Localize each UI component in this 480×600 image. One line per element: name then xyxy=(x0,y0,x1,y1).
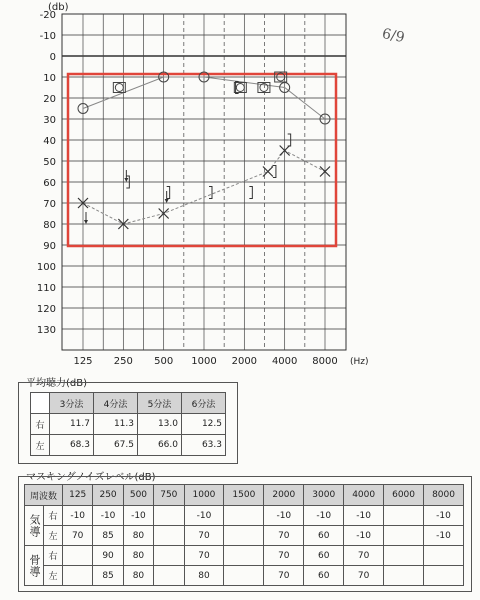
mask-value-cell xyxy=(154,566,184,586)
mask-group-label xyxy=(25,506,44,546)
mask-value-cell xyxy=(224,566,264,586)
mask-value-cell: 70 xyxy=(264,546,304,566)
mask-value-cell: 60 xyxy=(304,546,344,566)
highlight-box xyxy=(68,74,336,246)
y-tick-label: 40 xyxy=(43,136,56,147)
x-tick-label: 125 xyxy=(73,356,93,367)
scaleout-arrowhead xyxy=(84,220,88,224)
avg-value-cell: 68.3 xyxy=(50,435,94,456)
mask-table xyxy=(24,484,464,586)
mask-freq-header: 125 xyxy=(63,485,93,506)
handwritten-note: 6/9 xyxy=(380,25,406,47)
y-tick-label: 80 xyxy=(43,220,56,231)
table-row xyxy=(25,566,464,586)
mask-value-cell: 70 xyxy=(184,526,224,546)
mask-title: マスキングノイズレベル(dB) xyxy=(26,472,156,483)
mask-value-cell: 85 xyxy=(93,566,123,586)
mask-value-cell: -10 xyxy=(344,526,384,546)
mask-value-cell: 60 xyxy=(304,566,344,586)
x-tick-label: 8000 xyxy=(312,356,338,367)
y-axis-label: (db) xyxy=(48,2,69,13)
mask-value-cell: -10 xyxy=(63,506,93,526)
avg-header-row xyxy=(31,393,226,414)
avg-row-label: 右 xyxy=(31,414,50,435)
mask-value-cell xyxy=(154,526,184,546)
y-tick-label: 20 xyxy=(43,94,56,105)
mask-value-cell xyxy=(384,546,424,566)
mask-freq-header: 4000 xyxy=(344,485,384,506)
mask-value-cell xyxy=(224,526,264,546)
mask-freq-header: 750 xyxy=(154,485,184,506)
avg-header-cell: 5分法 xyxy=(138,393,182,414)
y-tick-label: 30 xyxy=(43,115,56,126)
table-row xyxy=(25,506,464,526)
mask-value-cell: -10 xyxy=(123,506,153,526)
mask-value-cell: 70 xyxy=(264,526,304,546)
y-tick-label: 100 xyxy=(36,262,56,273)
mask-value-cell: 80 xyxy=(184,566,224,586)
y-tick-label: 120 xyxy=(36,304,56,315)
y-tick-label: 130 xyxy=(36,325,56,336)
mask-value-cell xyxy=(384,526,424,546)
scaleout-arrowhead xyxy=(165,199,169,203)
mask-freq-header: 500 xyxy=(123,485,153,506)
mask-group-label xyxy=(25,546,44,586)
avg-corner-cell xyxy=(31,393,50,414)
avg-header-cell: 4分法 xyxy=(94,393,138,414)
table-row xyxy=(31,435,226,456)
table-row xyxy=(31,414,226,435)
mask-freq-header: 6000 xyxy=(384,485,424,506)
y-tick-label: 60 xyxy=(43,178,56,189)
avg-value-cell: 66.0 xyxy=(138,435,182,456)
avg-value-cell: 11.3 xyxy=(94,414,138,435)
mask-value-cell: 80 xyxy=(123,546,153,566)
y-tick-label: 90 xyxy=(43,241,56,252)
mask-value-cell: 70 xyxy=(184,546,224,566)
mask-value-cell: -10 xyxy=(93,506,123,526)
mask-value-cell xyxy=(63,566,93,586)
masked-air-right-circle xyxy=(115,84,123,92)
mask-value-cell: 80 xyxy=(123,526,153,546)
mask-value-cell: -10 xyxy=(184,506,224,526)
avg-header-cell: 6分法 xyxy=(182,393,226,414)
y-tick-label: 0 xyxy=(49,52,56,63)
mask-value-cell xyxy=(154,546,184,566)
x-tick-label: 1000 xyxy=(191,356,217,367)
y-tick-label: -10 xyxy=(39,31,56,42)
mask-side-label: 左 xyxy=(44,526,63,546)
mask-freq-header: 3000 xyxy=(304,485,344,506)
mask-value-cell: 70 xyxy=(344,546,384,566)
mask-value-cell xyxy=(384,506,424,526)
mask-freq-header: 8000 xyxy=(424,485,464,506)
mask-value-cell xyxy=(224,546,264,566)
y-tick-label: 70 xyxy=(43,199,56,210)
scaleout-arrowhead xyxy=(124,178,128,182)
mask-value-cell xyxy=(424,566,464,586)
avg-table xyxy=(30,392,226,456)
mask-value-cell: 90 xyxy=(93,546,123,566)
mask-value-cell: 70 xyxy=(63,526,93,546)
mask-value-cell xyxy=(63,546,93,566)
mask-group-text: 骨導 xyxy=(28,553,41,578)
mask-value-cell: -10 xyxy=(424,506,464,526)
mask-value-cell: 80 xyxy=(123,566,153,586)
masked-air-left-bracket xyxy=(273,166,276,178)
mask-value-cell: 85 xyxy=(93,526,123,546)
table-row xyxy=(25,546,464,566)
mask-freq-header: 250 xyxy=(93,485,123,506)
y-tick-label: 50 xyxy=(43,157,56,168)
mask-header-row xyxy=(25,485,464,506)
mask-value-cell: -10 xyxy=(264,506,304,526)
avg-value-cell: 13.0 xyxy=(138,414,182,435)
y-tick-label: 10 xyxy=(43,73,56,84)
mask-value-cell: 70 xyxy=(344,566,384,586)
table-row xyxy=(25,526,464,546)
masked-air-right-circle xyxy=(236,84,244,92)
mask-freq-header: 1000 xyxy=(184,485,224,506)
mask-freq-header: 2000 xyxy=(264,485,304,506)
mask-value-cell: 70 xyxy=(264,566,304,586)
mask-value-cell xyxy=(224,506,264,526)
extra-bracket-marker xyxy=(236,82,239,94)
mask-side-label: 左 xyxy=(44,566,63,586)
avg-value-cell: 67.5 xyxy=(94,435,138,456)
mask-value-cell xyxy=(424,546,464,566)
x-tick-label: 500 xyxy=(154,356,174,367)
mask-header-label: 周波数 xyxy=(25,485,63,506)
masked-air-left-bracket xyxy=(209,187,212,199)
avg-title: 平均聴力(dB) xyxy=(26,378,88,389)
mask-value-cell: 60 xyxy=(304,526,344,546)
y-tick-label: -20 xyxy=(39,10,56,21)
avg-value-cell: 63.3 xyxy=(182,435,226,456)
masked-air-left-bracket xyxy=(249,187,252,199)
mask-side-label: 右 xyxy=(44,546,63,566)
x-tick-label: 250 xyxy=(113,356,133,367)
avg-value-cell: 11.7 xyxy=(50,414,94,435)
mask-value-cell: -10 xyxy=(304,506,344,526)
avg-row-label: 左 xyxy=(31,435,50,456)
x-axis-label: (Hz) xyxy=(350,357,369,367)
mask-value-cell: -10 xyxy=(424,526,464,546)
mask-value-cell xyxy=(384,566,424,586)
x-tick-label: 2000 xyxy=(231,356,258,367)
mask-value-cell: -10 xyxy=(344,506,384,526)
x-tick-label: 4000 xyxy=(271,356,298,367)
avg-header-cell: 3分法 xyxy=(50,393,94,414)
mask-value-cell xyxy=(154,506,184,526)
y-tick-label: 110 xyxy=(36,283,56,294)
mask-side-label: 右 xyxy=(44,506,63,526)
mask-group-text: 気導 xyxy=(28,513,41,538)
avg-value-cell: 12.5 xyxy=(182,414,226,435)
mask-freq-header: 1500 xyxy=(224,485,264,506)
